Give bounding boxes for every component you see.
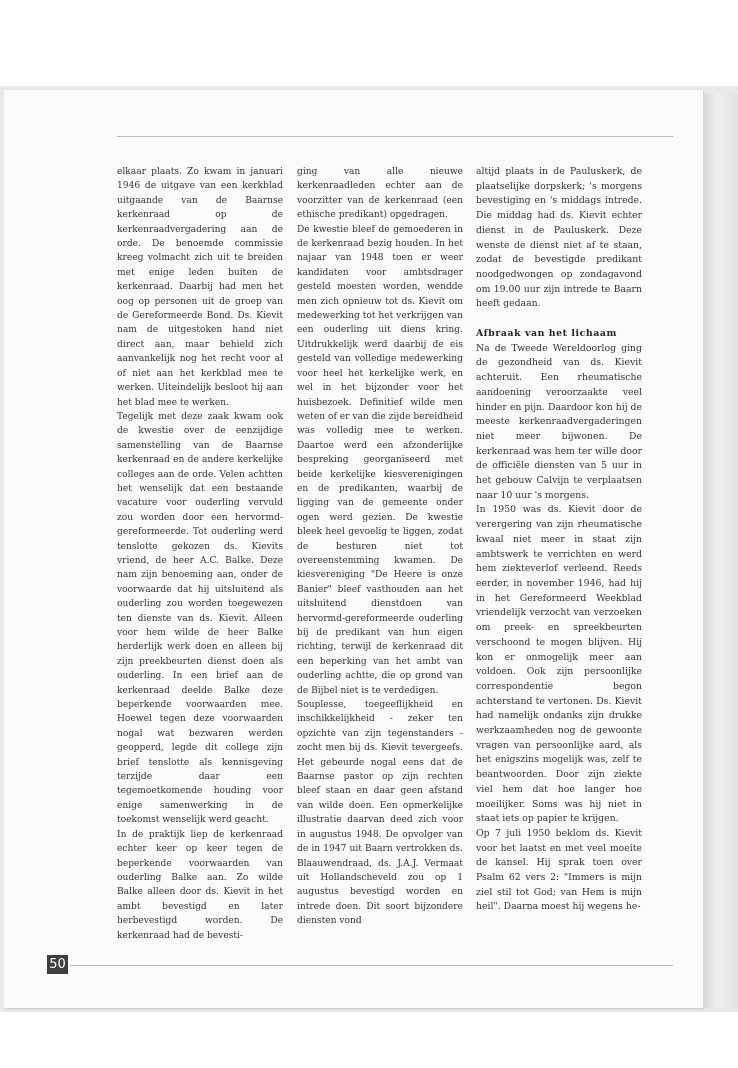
paragraph: In 1950 was ds. Kievit door de verergering van zijn rheumatische kwaal niet meer in staat zijn ambtswerk te verrichten en werd hem ziekteverlof verleend. Reeds eerder, in november 1946, had hij in het Gereformeerd Weekblad vriendelijk verzocht van verzoeken om preek- en spreekbeurten verschoond te mogen blijven. Hij kon er onmogelijk meer aan voldoen. Ook zijn persoonlijke correspondentie begon achterstand te vertonen. Ds. Kievit had namelijk ondanks zijn drukke werkzaamheden nog de gewoonte vragen van persoonlijke aard, als het enigszins mogelijk was, zelf te beantwoorden. Door zijn ziekte viel hem dat hoe langer hoe moeilijker. Soms was hij niet in staat iets op papier te krijgen. <box>476 504 642 825</box>
paragraph: In de praktijk liep de kerkenraad echter keer op keer tegen de beperkende voorwaarden van ouderling Balke aan. Zo wilde Balke alleen door ds. Kievit in het ambt bevestigd en later herbevestigd worden. De kerkenraad had de bevesti- <box>117 829 283 941</box>
page-edge <box>703 94 738 1008</box>
page-number: 50 <box>47 955 68 974</box>
text-column-2 <box>297 165 463 929</box>
header-rule <box>117 136 673 137</box>
paragraph: Souplesse, toegeeflijkheid en inschikkelijkheid - zeker ten opzichte van zijn tegenstanders - zocht men bij ds. Kievit tevergeefs. Het gebeurde nogal eens dat de Baarnse pastor op zijn rechten bleef staan en daar geen afstand van wilde doen. Een opmerkelijke illustratie daarvan deed zich voor in augustus 1948. De opvolger van de in 1947 uit Baarn vertrokken ds. Blaauwendraad, ds. J.A.J. Vermaat uit Hollandscheveld zou op 1 augustus bevestigd worden en intrede doen. Dit soort bijzondere diensten vond <box>297 700 463 927</box>
paragraph: elkaar plaats. Zo kwam in januari 1946 de uitgave van een kerkblad uitgaande van de Baarnse kerkenraad op de kerkenraadvergadering aan de orde. De benoemde commissie kreeg volmacht zich uit te breiden met enige leden buiten de kerkenraad. Daarbij had men het oog op personen uit de groep van de Gereformeerde Bond. Ds. Kievit nam de uitgestoken hand niet direct aan, maar behield zich aanvankelijk nog het recht voor al of niet aan het kerkblad mee te werken. Uiteindelijk besloot hij aan het blad mee te werken. <box>117 167 283 408</box>
text-column-3 <box>476 165 642 915</box>
section-heading: Afbraak van het lichaam <box>476 328 617 340</box>
paragraph: Na de Tweede Wereldoorlog ging de gezondheid van ds. Kievit achteruit. Een rheumatische aandoening veroorzaakte veel hinder en pijn. Daardoor kon hij de meeste kerkenraadvergaderingen niet meer bijwonen. De kerkenraad was hem ter wille door de officiële diensten van 5 uur in het gebouw Calvijn te verplaatsen naar 10 uur 's morgens. <box>476 342 642 501</box>
paragraph: Tegelijk met deze zaak kwam ook de kwestie over de eenzijdige samenstelling van de Baarnse kerkenraad en de andere kerkelijke colleges aan de orde. Velen achtten het wenselijk dat een bestaande vacature voor ouderling vervuld zou worden door een hervormd-gereformeerde. Tot ouderling werd tenslotte gekozen ds. Kievits vriend, de heer A.C. Balke. Deze nam zijn benoeming aan, onder de voorwaarde dat hij uitsluitend als ouderling zou worden toegewezen ten dienste van ds. Kievit. Alleen voor hem wilde de heer Balke herderlijk werk doen en alleen bij zijn preekbeurten dienst doen als ouderling. In een brief aan de kerkenraad deelde Balke deze beperkende voorwaarden mee. Hoewel tegen deze voorwaarden nogal wat bezwaren werden geopperd, legde dit college zijn brief tenslotte als kennisgeving terzijde daar een tegemoetkomende houding voor enige samenwerking in de toekomst wenselijk werd geacht. <box>117 411 283 826</box>
footer-rule <box>70 965 673 966</box>
paragraph: De kwestie bleef de gemoederen in de kerkenraad bezig houden. In het najaar van 1948 toen er weer kandidaten voor ambtsdrager gesteld moesten worden, wendde men zich opnieuw tot ds. Kievit om medewerking tot het verkrijgen van een ouderling uit diens kring. Uitdrukkelijk werd daarbij de eis gesteld van volledige medewerking voor heel het kerkelijke werk, en wel in het bijzonder voor het huisbezoek. Definitief wilde men weten of er van die zijde bereidheid was volledig mee te werken. Daartoe werd een afzonderlijke bespreking georganiseerd met beide kerkelijke kiesverenigingen en de predikanten, waarbij de ligging van de gemeente onder ogen werd gezien. De kwestie bleek heel gevoelig te liggen, zodat de besturen niet tot overeenstemming kwamen. De kiesvereniging "De Heere is onze Banier" bleef vasthouden aan het uitsluitend dienstdoen van hervormd-gereformeerde ouderling bij de predikant van hun eigen richting, terwijl de kerkenraad dit een beperking van het ambt van ouderling achtte, die op grond van de Bijbel niet is te verdedigen. <box>297 224 463 696</box>
paragraph: altijd plaats in de Pauluskerk, de plaatselijke dorpskerk; 's morgens bevestiging en 's middags intrede. Die middag had ds. Kievit echter dienst in de Pauluskerk. Deze wenste de dienst niet af te staan, zodat de bevestigde predikant noodgedwongen op zondagavond om 19.00 uur zijn intrede te Baarn heeft gedaan. <box>476 166 642 310</box>
paragraph: Op 7 juli 1950 beklom ds. Kievit voor het laatst en met veel moeite de kansel. Hij sprak toen over Psalm 62 vers 2: "Immers is mijn ziel stil tot God; van Hem is mijn heil". Daarna moest hij wegens he- <box>476 827 642 913</box>
paragraph: ging van alle nieuwe kerkenraadleden echter aan de voorzitter van de kerkenraad (een ethische predikant) opgedragen. <box>297 167 463 221</box>
text-column-1 <box>117 165 283 943</box>
